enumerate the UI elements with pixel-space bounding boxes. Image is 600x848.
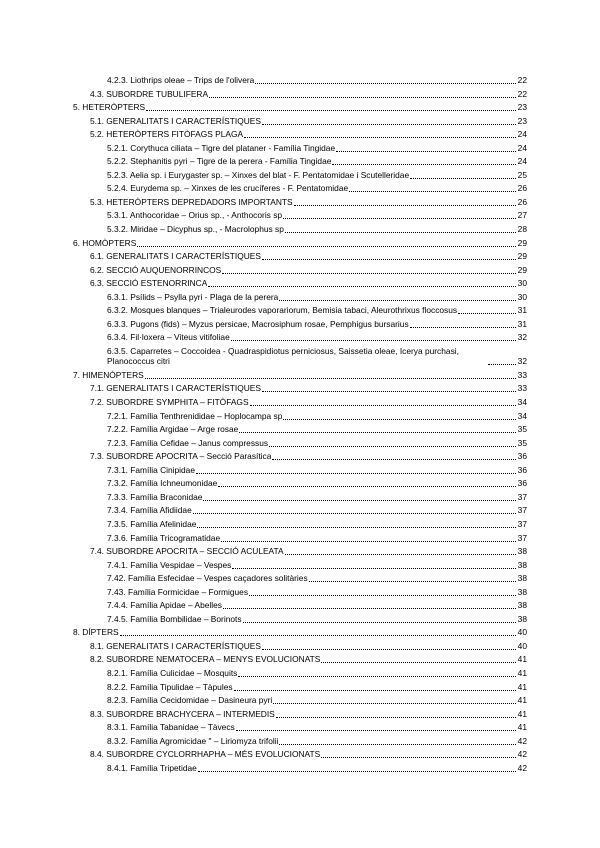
- toc-entry[interactable]: [90, 250, 600, 264]
- toc-dot-leader: [488, 364, 516, 365]
- toc-entry-row: [107, 331, 527, 343]
- toc-entry[interactable]: [107, 735, 600, 749]
- toc-entry[interactable]: [107, 223, 600, 237]
- toc-entry-title: 8.4.1. Família Tripetidae: [107, 762, 197, 773]
- toc-entry-page-number: 41: [517, 667, 527, 678]
- toc-entry-title: 5. HETERÒPTERS: [73, 102, 146, 113]
- toc-entry-row: [73, 626, 527, 638]
- toc-entry[interactable]: [107, 491, 600, 505]
- toc-dot-leader: [239, 432, 516, 433]
- toc-entry-row: [90, 196, 527, 208]
- toc-entry[interactable]: [90, 545, 600, 559]
- toc-entry-row: [90, 277, 527, 289]
- toc-entry-title: 7.2.2. Família Argidae – Arge rosae: [107, 424, 239, 435]
- toc-entry[interactable]: [107, 694, 600, 708]
- toc-dot-leader: [120, 635, 516, 636]
- toc-dot-leader: [243, 622, 516, 623]
- toc-entry-row: [90, 264, 527, 276]
- toc-dot-leader: [208, 286, 516, 287]
- toc-entry-title: 5.2.3. Aelia sp. i Eurygaster sp. – Xinxes del blat - F. Pentatomidae i Scutelleridae: [107, 169, 410, 180]
- toc-entry[interactable]: [90, 264, 600, 278]
- toc-entry[interactable]: [107, 423, 600, 437]
- toc-entry-title: 5.1. GENERALITATS I CARACTERÍSTIQUES: [90, 115, 261, 126]
- toc-entry[interactable]: [107, 762, 600, 776]
- toc-entry-row: [90, 640, 527, 652]
- toc-entry-title: 4.3. SUBORDRE TUBULIFERA: [90, 88, 209, 99]
- toc-entry-page-number: 42: [517, 735, 527, 746]
- toc-entry-title: 7.3.1. Família Cinipidae: [107, 464, 195, 475]
- toc-entry-page-number: 24: [517, 156, 527, 167]
- toc-dot-leader: [283, 218, 516, 219]
- toc-entry-row: [90, 88, 527, 100]
- toc-entry-row: [107, 762, 527, 774]
- toc-entry[interactable]: [107, 437, 600, 451]
- toc-entry-row: [107, 721, 527, 733]
- toc-entry-page-number: 37: [517, 491, 527, 502]
- toc-entry[interactable]: [107, 304, 600, 318]
- toc-entry-row: [107, 74, 527, 86]
- toc-entry-title: 7.3. SUBORDRE APOCRITA – Secció Parasítica: [90, 451, 272, 462]
- toc-dot-leader: [209, 97, 516, 98]
- toc-entry-row: [107, 423, 527, 435]
- toc-entry-title: 7.4.4. Família Apidae – Abelles: [107, 600, 222, 611]
- toc-entry-title: 5.3.1. Anthocoridae – Orius sp., - Anthocoris sp: [107, 210, 283, 221]
- toc-entry-title: 5.2.4. Eurydema sp. – Xinxes de les crucíferes - F. Pentatomidae: [107, 183, 349, 194]
- toc-entry-title: 7.2.1. Família Tenthrenididae – Hoplocampa sp: [107, 410, 283, 421]
- toc-dot-leader: [321, 662, 516, 663]
- toc-entry-title: 8.3. SUBORDRE BRACHYCERA – INTERMEDIS: [90, 708, 275, 719]
- toc-dot-leader: [279, 744, 516, 745]
- toc-entry-row: [73, 101, 527, 113]
- toc-entry-title: 7. HIMENÒPTERS: [73, 369, 144, 380]
- toc-entry-title: 6.3. SECCIÓ ESTENORRINCA: [90, 278, 208, 289]
- toc-entry-row: [107, 318, 527, 330]
- toc-dot-leader: [285, 232, 516, 233]
- toc-entry[interactable]: [107, 667, 600, 681]
- toc-entry[interactable]: [107, 331, 600, 345]
- toc-entry-page-number: 28: [517, 224, 527, 235]
- toc-entry-page-number: 29: [517, 237, 527, 248]
- toc-entry-row: [107, 586, 527, 598]
- toc-entry[interactable]: [107, 182, 600, 196]
- toc-entry-title: 7.2.3. Família Cefidae – Janus compressus: [107, 437, 269, 448]
- toc-entry-title: 6.3.5. Caparretes – Coccoidea - Quadraspidiotus perniciosus, Saissetia oleae, Icerya purchasi, Planococcus citri: [107, 345, 459, 367]
- toc-entry-row: [107, 437, 527, 449]
- toc-entry-title: 5.2.2. Stephanitis pyri – Tigre de la perera - Família Tingidae: [107, 156, 332, 167]
- toc-entry-row: [107, 209, 527, 221]
- toc-entry-row: [107, 559, 527, 571]
- toc-entry-page-number: 36: [517, 478, 527, 489]
- toc-entry-row: [73, 369, 527, 381]
- toc-entry-row: [90, 653, 527, 665]
- toc-entry[interactable]: [90, 708, 600, 722]
- toc-entry[interactable]: [107, 345, 600, 369]
- toc-entry-row: [90, 382, 527, 394]
- toc-dot-leader: [218, 486, 516, 487]
- toc-entry[interactable]: [107, 155, 600, 169]
- toc-entry-page-number: 36: [517, 451, 527, 462]
- toc-entry-title: 7.4. SUBORDRE APOCRITA – SECCIÓ ACULEATA: [90, 546, 284, 557]
- toc-dot-leader: [221, 541, 516, 542]
- toc-entry[interactable]: [107, 681, 600, 695]
- toc-entry-title: 7.42. Família Esfecidae – Vespes caçadores solitàries: [107, 573, 308, 584]
- toc-entry-row: [107, 599, 527, 611]
- toc-dot-leader: [193, 513, 516, 514]
- toc-entry[interactable]: [107, 572, 600, 586]
- toc-entry-page-number: 29: [517, 251, 527, 262]
- toc-entry-row: [90, 115, 527, 127]
- toc-entry-title: 7.3.3. Família Braconidae: [107, 491, 203, 502]
- toc-entry-row: [107, 304, 527, 316]
- toc-entry-page-number: 22: [517, 88, 527, 99]
- toc-dot-leader: [232, 568, 516, 569]
- toc-entry[interactable]: [107, 477, 600, 491]
- toc-entry-page-number: 41: [517, 708, 527, 719]
- toc-entry-row: [107, 613, 527, 625]
- toc-dot-leader: [203, 500, 516, 501]
- toc-entry-page-number: 42: [517, 749, 527, 760]
- toc-dot-leader: [262, 259, 516, 260]
- toc-entry[interactable]: [90, 396, 600, 410]
- toc-dot-leader: [410, 178, 516, 179]
- toc-dot-leader: [262, 124, 516, 125]
- toc-dot-leader: [332, 164, 516, 165]
- toc-entry[interactable]: [90, 128, 600, 142]
- toc-dot-leader: [283, 419, 516, 420]
- toc-entry-title: 7.1. GENERALITATS I CARACTERÍSTIQUES: [90, 383, 261, 394]
- toc-dot-leader: [285, 554, 516, 555]
- toc-entry-row: [107, 532, 527, 544]
- toc-entry-row: [107, 735, 527, 747]
- toc-entry-title: 7.3.4. Família Afidiidae: [107, 505, 192, 516]
- toc-entry[interactable]: [90, 653, 600, 667]
- toc-dot-leader: [273, 703, 516, 704]
- toc-entry-page-number: 31: [517, 318, 527, 329]
- toc-entry-page-number: 26: [517, 196, 527, 207]
- toc-entry[interactable]: [107, 169, 600, 183]
- toc-dot-leader: [234, 690, 516, 691]
- toc-entry-title: 8.4. SUBORDRE CYCLORRHAPHA – MÉS EVOLUCIONATS: [90, 749, 321, 760]
- toc-dot-leader: [321, 757, 516, 758]
- toc-entry[interactable]: [90, 450, 600, 464]
- toc-entry[interactable]: [90, 196, 600, 210]
- toc-entry-page-number: 38: [517, 586, 527, 597]
- toc-entry-title: 6.1. GENERALITATS I CARACTERÍSTIQUES: [90, 251, 261, 262]
- toc-dot-leader: [272, 459, 516, 460]
- toc-entry-page-number: 24: [517, 129, 527, 140]
- toc-entry-page-number: 40: [517, 640, 527, 651]
- toc-dot-leader: [145, 378, 516, 379]
- toc-entry[interactable]: [90, 382, 600, 396]
- toc-entry[interactable]: [90, 748, 600, 762]
- toc-dot-leader: [198, 771, 516, 772]
- toc-entry-row: [107, 477, 527, 489]
- toc-entry-page-number: 34: [517, 397, 527, 408]
- toc-dot-leader: [249, 595, 516, 596]
- toc-entry-page-number: 26: [517, 183, 527, 194]
- toc-dot-leader: [279, 300, 516, 301]
- toc-entry-page-number: 37: [517, 532, 527, 543]
- toc-entry[interactable]: [107, 613, 600, 627]
- toc-dot-leader: [309, 581, 516, 582]
- toc-entry-row: [90, 748, 527, 760]
- toc-dot-leader: [262, 391, 516, 392]
- toc-entry-page-number: 32: [517, 332, 527, 343]
- toc-entry-title: 6.3.1. Psílids – Psylla pyri - Plaga de la perera: [107, 291, 279, 302]
- toc-dot-leader: [231, 340, 516, 341]
- toc-entry-page-number: 35: [517, 424, 527, 435]
- toc-entry-row: [90, 708, 527, 720]
- toc-entry-row: [107, 345, 527, 367]
- toc-entry-title: 5.3. HETERÒPTERS DEPREDADORS IMPORTANTS: [90, 196, 293, 207]
- toc-entry[interactable]: [107, 586, 600, 600]
- toc-entry-page-number: 37: [517, 505, 527, 516]
- toc-entry-row: [90, 450, 527, 462]
- toc-entry-page-number: 34: [517, 410, 527, 421]
- toc-entry-title: 8.2.1. Família Culicidae – Mosquits: [107, 667, 238, 678]
- toc-dot-leader: [349, 191, 516, 192]
- toc-entry-page-number: 22: [517, 75, 527, 85]
- toc-dot-leader: [244, 137, 516, 138]
- toc-entry-row: [107, 518, 527, 530]
- toc-entry[interactable]: [107, 209, 600, 223]
- toc-entry-page-number: 32: [517, 355, 527, 366]
- toc-dot-leader: [197, 527, 516, 528]
- toc-entry-page-number: 30: [517, 278, 527, 289]
- toc-entry-title: 5.2. HETERÒPTERS FITÒFAGS PLAGA: [90, 129, 244, 140]
- toc-entry-page-number: 35: [517, 437, 527, 448]
- toc-entry-row: [107, 504, 527, 516]
- toc-entry-page-number: 38: [517, 546, 527, 557]
- toc-dot-leader: [410, 327, 516, 328]
- toc-entry-page-number: 41: [517, 695, 527, 706]
- toc-dot-leader: [262, 649, 516, 650]
- toc-entry[interactable]: [107, 142, 600, 156]
- toc-entry-page-number: 38: [517, 559, 527, 570]
- toc-entry-title: 6.3.3. Pugons (fids) – Myzus persicae, Macrosiphum rosae, Pemphigus bursarius: [107, 318, 409, 329]
- toc-entry-page-number: 41: [517, 722, 527, 733]
- toc-dot-leader: [269, 446, 516, 447]
- toc-entry-page-number: 42: [517, 762, 527, 773]
- toc-entry-title: 4.2.3. Liothrips oleae – Trips de l'olivera: [107, 75, 255, 85]
- toc-entry-page-number: 33: [517, 383, 527, 394]
- toc-entry-page-number: 38: [517, 613, 527, 624]
- toc-entry-row: [107, 491, 527, 503]
- toc-entry-title: 7.2. SUBORDRE SYMPHITA – FITÒFAGS: [90, 397, 249, 408]
- toc-dot-leader: [222, 273, 516, 274]
- toc-entry[interactable]: [107, 532, 600, 546]
- toc-entry[interactable]: [107, 599, 600, 613]
- toc-entry-title: 8.1. GENERALITATS I CARACTERÍSTIQUES: [90, 640, 261, 651]
- toc-entry[interactable]: [107, 291, 600, 305]
- toc-entry-row: [107, 155, 527, 167]
- toc-entry-title: 6.2. SECCIÓ AUQUENORRINCOS: [90, 264, 222, 275]
- toc-dot-leader: [276, 717, 516, 718]
- toc-dot-leader: [458, 313, 516, 314]
- toc-entry-page-number: 24: [517, 142, 527, 153]
- table-of-contents: [0, 74, 600, 775]
- toc-entry-page-number: 38: [517, 573, 527, 584]
- toc-entry-title: 7.4.5. Família Bombilidae – Borinots: [107, 613, 242, 624]
- toc-entry-row: [107, 667, 527, 679]
- toc-dot-leader: [250, 405, 516, 406]
- toc-entry-title: 7.3.2. Família Ichneumonidae: [107, 478, 218, 489]
- toc-entry[interactable]: [107, 74, 600, 88]
- toc-entry[interactable]: [90, 115, 600, 129]
- toc-entry-title: 5.2.1. Corythuca ciliata – Tigre del plataner - Família Tingidae: [107, 142, 336, 153]
- toc-entry-title: 8.2.2. Família Tipulidae – Tàpules: [107, 681, 233, 692]
- toc-entry-page-number: 23: [517, 102, 527, 113]
- toc-entry-page-number: 23: [517, 115, 527, 126]
- toc-entry-row: [107, 464, 527, 476]
- toc-entry-row: [90, 128, 527, 140]
- toc-entry-row: [107, 694, 527, 706]
- toc-entry-row: [107, 223, 527, 235]
- toc-entry[interactable]: [107, 559, 600, 573]
- toc-entry-row: [73, 237, 527, 249]
- toc-entry-page-number: 33: [517, 369, 527, 380]
- toc-entry-row: [90, 250, 527, 262]
- toc-entry[interactable]: [107, 518, 600, 532]
- toc-entry-title: 7.3.6. Família Tricogramatidae: [107, 532, 221, 543]
- toc-dot-leader: [294, 205, 516, 206]
- toc-entry-page-number: 41: [517, 654, 527, 665]
- toc-dot-leader: [236, 730, 516, 731]
- toc-dot-leader: [223, 608, 516, 609]
- toc-entry-page-number: 31: [517, 305, 527, 316]
- toc-entry-title: 7.43. Família Formicidae – Formigues: [107, 586, 249, 597]
- toc-entry-page-number: 41: [517, 681, 527, 692]
- toc-entry-title: 8.3.1. Família Tabanidae – Tàvecs: [107, 722, 235, 733]
- toc-dot-leader: [196, 473, 516, 474]
- toc-entry[interactable]: [107, 504, 600, 518]
- toc-dot-leader: [146, 110, 516, 111]
- toc-entry-page-number: 38: [517, 600, 527, 611]
- toc-entry-row: [107, 681, 527, 693]
- toc-entry[interactable]: [73, 237, 600, 251]
- toc-entry-page-number: 40: [517, 627, 527, 638]
- toc-dot-leader: [238, 676, 516, 677]
- toc-entry-title: 8.2. SUBORDRE NEMATOCERA – MENYS EVOLUCIONATS: [90, 654, 321, 665]
- toc-entry-page-number: 29: [517, 264, 527, 275]
- toc-entry-page-number: 30: [517, 291, 527, 302]
- toc-entry[interactable]: [90, 88, 600, 102]
- toc-entry[interactable]: [73, 626, 600, 640]
- toc-entry[interactable]: [107, 464, 600, 478]
- toc-entry-row: [90, 396, 527, 408]
- toc-entry-title: 5.3.2. Miridae – Dicyphus sp., - Macrolophus sp: [107, 224, 284, 235]
- toc-dot-leader: [137, 246, 516, 247]
- toc-dot-leader: [336, 151, 516, 152]
- toc-entry-page-number: 37: [517, 518, 527, 529]
- toc-entry-title: 6.3.2. Mosques blanques – Trialeurodes vaporariorum, Bemisia tabaci, Aleurothrixus floccosus: [107, 305, 458, 316]
- toc-entry[interactable]: [107, 721, 600, 735]
- toc-entry-title: 8. DÍPTERS: [73, 627, 119, 638]
- toc-entry[interactable]: [90, 640, 600, 654]
- toc-entry[interactable]: [73, 369, 600, 383]
- toc-entry-page-number: 36: [517, 464, 527, 475]
- toc-dot-leader: [255, 83, 516, 84]
- toc-entry-row: [90, 545, 527, 557]
- toc-entry-page-number: 25: [517, 169, 527, 180]
- toc-entry-row: [107, 142, 527, 154]
- toc-entry-title: 6.3.4. Fil·loxera – Viteus vitifoliae: [107, 332, 230, 343]
- toc-entry-title: 6. HOMÒPTERS: [73, 237, 137, 248]
- toc-entry[interactable]: [107, 410, 600, 424]
- toc-entry[interactable]: [107, 318, 600, 332]
- toc-entry[interactable]: [73, 101, 600, 115]
- toc-entry-row: [107, 410, 527, 422]
- toc-entry-title: 7.3.5. Família Afelinidae: [107, 518, 197, 529]
- toc-entry-row: [107, 182, 527, 194]
- toc-entry-title: 8.3.2. Família Agromicidae " – Liriomyza trifolii: [107, 735, 279, 746]
- toc-entry-row: [107, 572, 527, 584]
- toc-entry[interactable]: [90, 277, 600, 291]
- toc-entry-title: 8.2.3. Família Cecidomidae – Dasineura pyri: [107, 695, 273, 706]
- toc-entry-row: [107, 291, 527, 303]
- toc-entry-row: [107, 169, 527, 181]
- toc-entry-page-number: 27: [517, 210, 527, 221]
- toc-entry-title: 7.4.1. Família Vespidae – Vespes: [107, 559, 232, 570]
